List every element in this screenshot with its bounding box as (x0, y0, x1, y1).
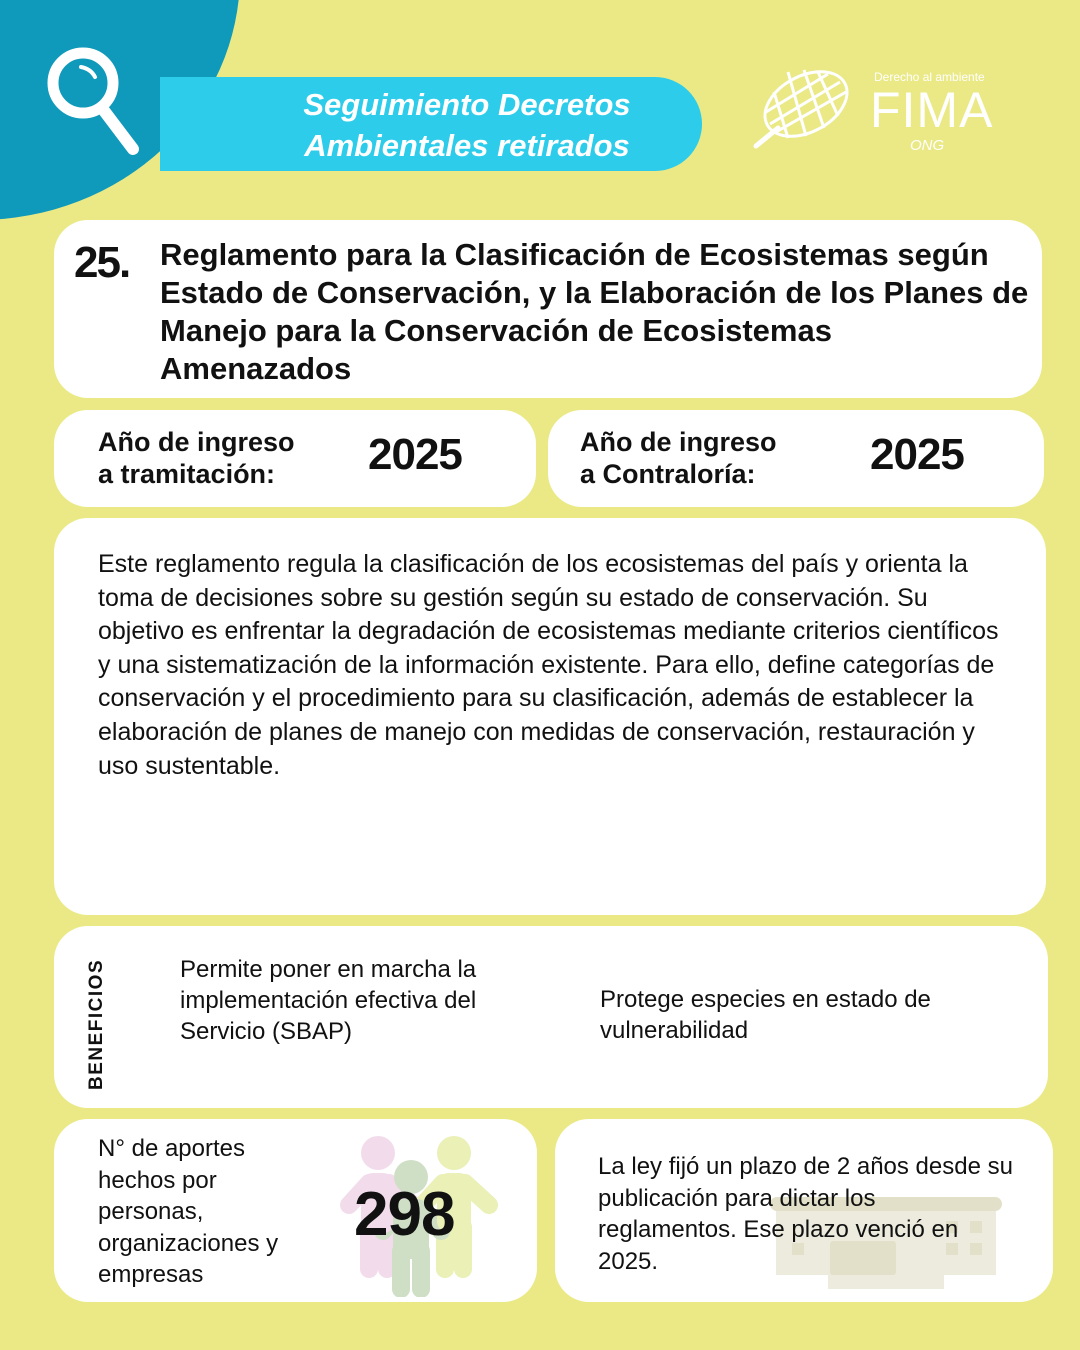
year-tramitacion-label: Año de ingreso a tramitación: (98, 427, 295, 489)
header-title-line1: Seguimiento Decretos (303, 87, 631, 122)
year-tramitacion-value: 2025 (368, 430, 462, 479)
header-title-line2: Ambientales retirados (304, 128, 630, 163)
year-contraloria-value: 2025 (870, 430, 964, 479)
benefit-item: Protege especies en estado de vulnerabilidad (600, 986, 931, 1044)
benefit-item: Permite poner en marcha la implementación efectiva del Servicio (SBAP) (180, 956, 477, 1045)
aportes-value: 298 (354, 1180, 455, 1249)
regulation-number: 25. (74, 238, 130, 287)
regulation-title: Reglamento para la Clasificación de Ecosistemas según Estado de Conservación, y la Elaboración de los Planes de Manejo para la Conservación de Ecosistemas Amenazados (160, 237, 1029, 386)
aportes-label: N° de aportes hechos por personas, organizaciones y empresas (98, 1135, 279, 1288)
logo-name: FIMA (870, 82, 994, 138)
plazo-card (555, 1119, 1053, 1302)
regulation-title-card (54, 220, 1042, 398)
year-contraloria-label: Año de ingreso a Contraloría: (580, 427, 777, 489)
plazo-text: La ley fijó un plazo de 2 años desde su publicación para dictar los reglamentos. Ese plazo venció en 2025. (598, 1153, 1013, 1275)
header-title (262, 84, 672, 166)
logo-subtitle: ONG (910, 137, 945, 154)
fima-logo-icon (748, 62, 858, 162)
description-text: Este reglamento regula la clasificación de los ecosistemas del país y orienta la toma de decisiones sobre su gestión según su estado de conservación. Su objetivo es enfrentar la degradación de ecosistemas mediante criterios científicos y una sistematización de la información existente. Para ello, define categorías de conservación y el procedimiento para su clasificación, además de establecer la elaboración de planes de manejo con medidas de conservación, restauración y uso sustentable. (98, 550, 999, 780)
year-contraloria-card (548, 410, 1044, 507)
benefits-card (54, 926, 1048, 1108)
aportes-card (54, 1119, 537, 1302)
year-tramitacion-card (54, 410, 536, 507)
logo-tagline: Derecho al ambiente (874, 70, 985, 84)
search-icon (45, 45, 145, 160)
description-card (54, 518, 1046, 915)
benefits-label: BENEFICIOS (86, 958, 107, 1090)
